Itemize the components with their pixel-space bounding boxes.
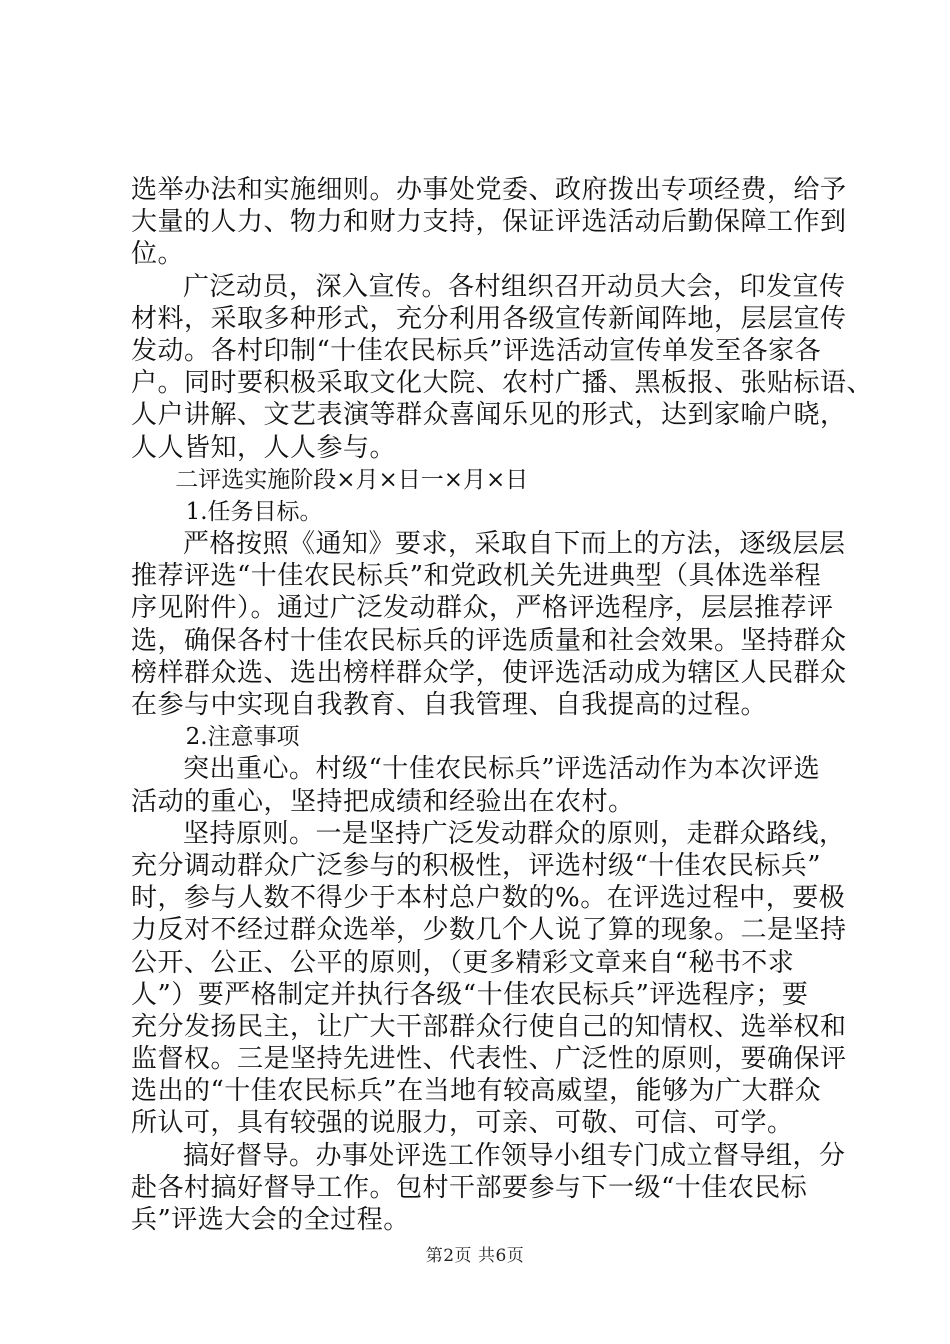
text-line: 充分发扬民主，让广大干部群众行使自己的知情权、选举权和 xyxy=(131,1011,847,1042)
text-line: 选，确保各村十佳农民标兵的评选质量和社会效果。坚持群众 xyxy=(131,625,847,656)
text-line: 坚持原则。一是坚持广泛发动群众的原则，走群众路线， xyxy=(183,818,846,849)
text-line: 力反对不经过群众选举，少数几个人说了算的现象。二是坚持 xyxy=(131,915,847,946)
text-line: 突出重心。村级“十佳农民标兵”评选活动作为本次评选 xyxy=(183,754,821,785)
text-line: 赴各村搞好督导工作。包村干部要参与下一级“十佳农民标 xyxy=(131,1172,808,1203)
document-body xyxy=(131,174,874,1236)
text-line: 2.注意事项 xyxy=(185,724,300,751)
text-line: 公开、公正、公平的原则，（更多精彩文章来自“秘书不求 xyxy=(131,947,795,978)
text-line: 兵”评选大会的全过程。 xyxy=(131,1205,410,1235)
text-line: 序见附件）。通过广泛发动群众，严格评选程序，层层推荐评 xyxy=(131,593,834,624)
text-line: 广泛动员，深入宣传。各村组织召开动员大会，印发宣传 xyxy=(183,271,846,302)
text-line: 搞好督导。办事处评选工作领导小组专门成立督导组，分 xyxy=(183,1140,846,1171)
text-line: 二评选实施阶段×月×日一×月×日 xyxy=(175,466,529,493)
text-line: 人”）要严格制定并执行各级“十佳农民标兵”评选程序；要 xyxy=(131,979,809,1010)
text-line: 榜样群众选、选出榜样群众学，使评选活动成为辖区人民群众 xyxy=(131,657,847,688)
text-line: 选出的“十佳农民标兵”在当地有较高威望，能够为广大群众 xyxy=(131,1076,822,1107)
text-line: 选举办法和实施细则。办事处党委、政府拨出专项经费，给予 xyxy=(131,175,847,205)
text-line: 人户讲解、文艺表演等群众喜闻乐见的形式，达到家喻户晓， xyxy=(131,400,847,431)
text-line: 1.任务目标。 xyxy=(185,498,323,525)
text-line: 时，参与人数不得少于本村总户数的%。在评选过程中，要极 xyxy=(131,883,846,914)
text-line: 活动的重心，坚持把成绩和经验出在农村。 xyxy=(131,786,635,817)
text-line: 监督权。三是坚持先进性、代表性、广泛性的原则，要确保评 xyxy=(131,1044,847,1075)
text-line: 在参与中实现自我教育、自我管理、自我提高的过程。 xyxy=(131,690,768,720)
text-line: 位。 xyxy=(131,239,185,270)
text-line: 材料，采取多种形式，充分利用各级宣传新闻阵地，层层宣传 xyxy=(131,303,847,334)
text-line: 严格按照《通知》要求，采取自下而上的方法，逐级层层 xyxy=(183,529,846,560)
text-line: 户。同时要积极采取文化大院、农村广播、黑板报、张贴标语、 xyxy=(131,368,874,399)
text-line: 充分调动群众广泛参与的积极性，评选村级“十佳农民标兵” xyxy=(131,850,822,881)
text-line: 推荐评选“十佳农民标兵”和党政机关先进典型（具体选举程 xyxy=(131,561,822,592)
text-line: 人人皆知，人人参与。 xyxy=(131,432,397,463)
text-line: 发动。各村印制“十佳农民标兵”评选活动宣传单发至各家各 xyxy=(131,335,822,366)
page-number-footer: 第2页 共6页 xyxy=(425,1246,525,1266)
text-line: 所认可，具有较强的说服力，可亲、可敬、可信、可学。 xyxy=(131,1108,794,1139)
text-line: 大量的人力、物力和财力支持，保证评选活动后勤保障工作到 xyxy=(131,207,847,238)
